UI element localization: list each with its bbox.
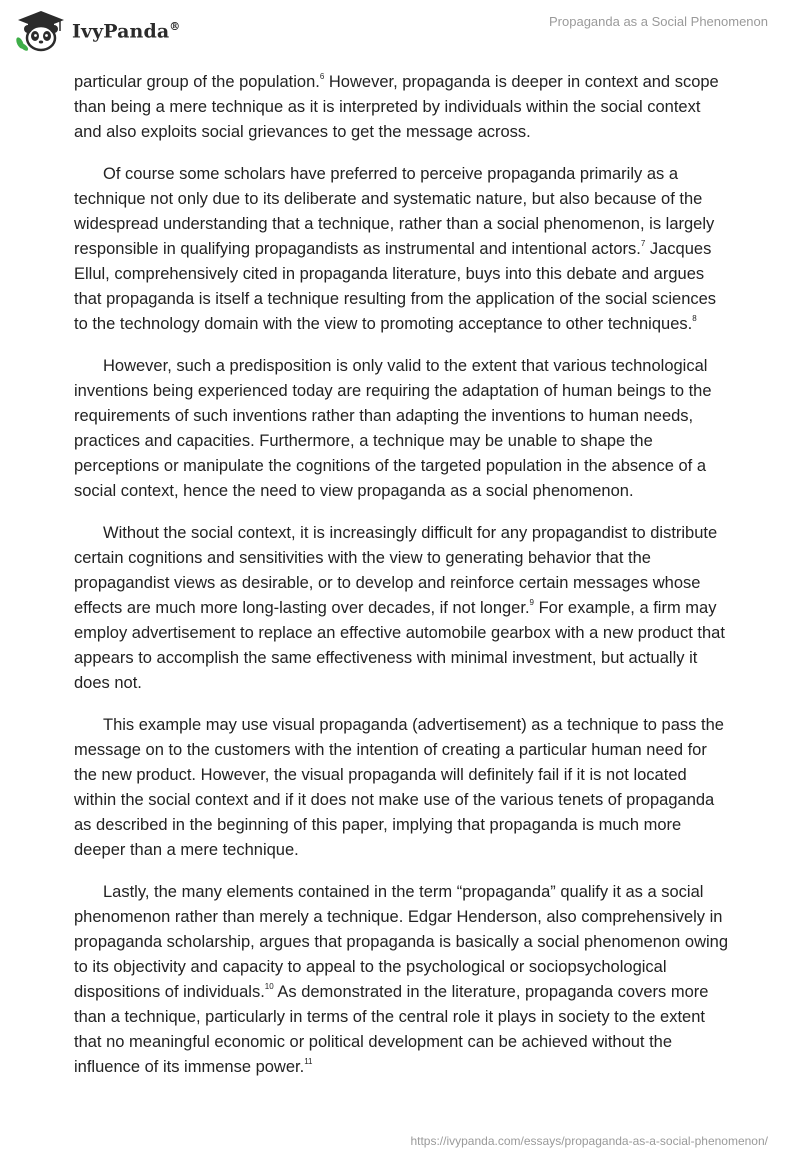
paragraph [74,70,730,145]
footnote-ref[interactable]: 7 [640,238,646,248]
paragraph-text: However, propaganda is deeper in context and scope than being a mere technique as it is interpreted by individuals within the social context and also exploits social grievances to get the message across. [74,73,719,141]
document-title: Propaganda as a Social Phenomenon [549,14,768,29]
logo-text: IvyPanda® [72,19,181,43]
paragraph [74,521,730,696]
paragraph [74,713,730,863]
footnote-ref[interactable]: 6 [319,71,325,81]
paragraph-text: Of course some scholars have preferred to perceive propaganda primarily as a technique not only due to its deliberate and systematic nature, but also because of the widespread understanding that a technique, rather than a social phenomenon, is largely responsible in qualifying propagandists as instrumental and intentional actors. [74,165,715,258]
registered-mark: ® [169,19,181,33]
paragraph-text: Jacques Ellul, comprehensively cited in propaganda literature, buys into this debate and argues that propaganda is itself a technique resulting from the application of the social sciences to the technology domain with the view to promoting acceptance to other techniques. [74,240,717,333]
source-url[interactable]: https://ivypanda.com/essays/propaganda-as-a-social-phenomenon/ [410,1134,768,1148]
paragraph-text: Lastly, the many elements contained in the term “propaganda” qualify it as a social phenomenon rather than merely a technique. Edgar Henderson, also comprehensively in propaganda scholarship, argues that propaganda is basically a social phenomenon owing to its objectivity and capacity to appeal to the psychological or sociopsychological dispositions of individuals. [74,883,729,1001]
paragraph-text: Without the social context, it is increasingly difficult for any propagandist to distribute certain cognitions and sensitivities with the view to generating behavior that the propagandist views as desirable, or to develop and reinforce certain messages whose effects are much more long-lasting over decades, if not longer. [74,524,718,617]
paragraph [74,880,730,1080]
page-header [0,0,800,60]
essay-body [74,70,730,1097]
footnote-ref[interactable]: 9 [529,597,534,607]
ivypanda-logo[interactable] [14,9,180,53]
paragraph-text: For example, a firm may employ advertisement to replace an effective automobile gearbox with a new product that appears to accomplish the same effectiveness with minimal investment, but actually it does not. [74,599,725,692]
paragraph-text: However, such a predisposition is only valid to the extent that various technological inventions being experienced today are requiring the adaptation of human beings to the requirements of such inventions rather than adapting the inventions to human needs, practices and capacities. Furthermore, a technique may be unable to shape the perceptions or manipulate the cognitions of the targeted population in the absence of a social context, hence the need to view propaganda as a social phenomenon. [74,357,712,500]
footnote-ref[interactable]: 11 [304,1056,313,1066]
paragraph [74,354,730,504]
footnote-ref[interactable]: 8 [692,313,697,323]
paragraph-text: This example may use visual propaganda (advertisement) as a technique to pass the message on to the customers with the intention of creating a particular human need for the new product. However, the visual propaganda will definitely fail if it is not located within the social context and if it does not make use of the various tenets of propaganda as described in the beginning of this paper, implying that propaganda is much more deeper than a mere technique. [74,716,724,859]
paragraph [74,162,730,337]
paragraph-text: As demonstrated in the literature, propaganda covers more than a technique, particularly in terms of the central role it plays in society to the extent that no meaningful economic or political development can be achieved without the influence of its immense power. [74,983,709,1076]
paragraph-text: particular group of the population. [74,73,320,91]
panda-graduate-icon [14,9,68,53]
footnote-ref[interactable]: 10 [264,981,274,991]
